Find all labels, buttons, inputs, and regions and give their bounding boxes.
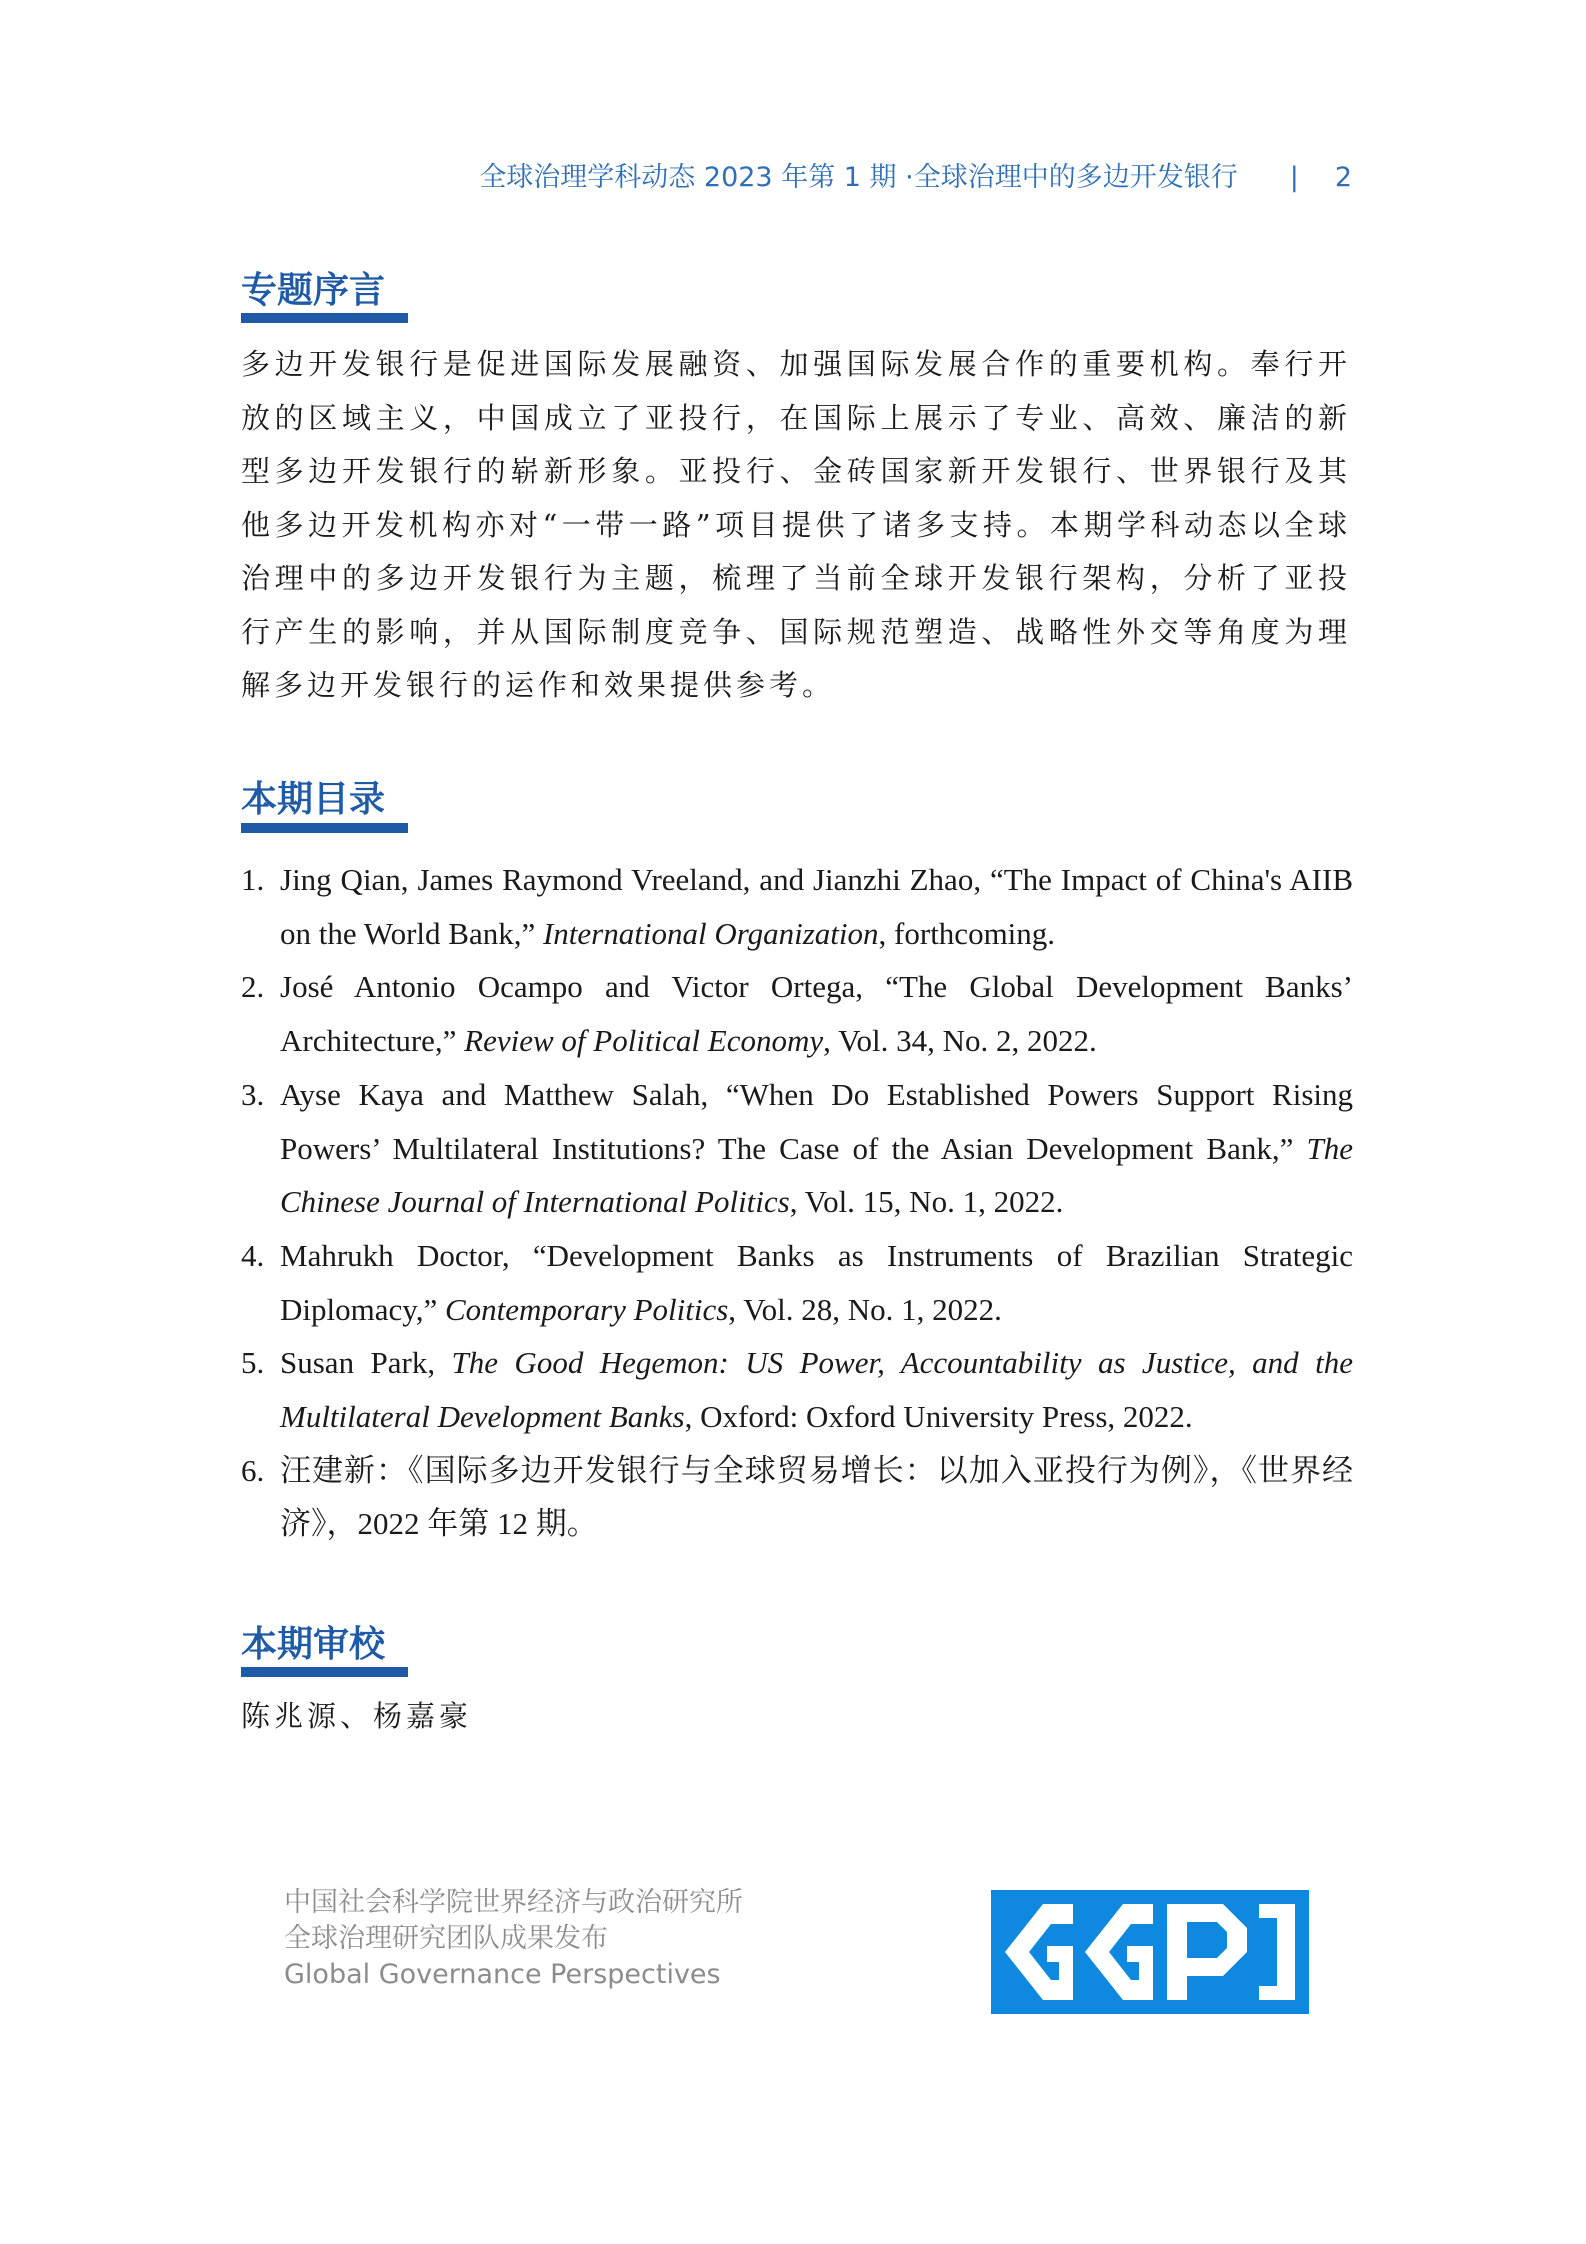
review-heading-underline: [241, 1667, 408, 1677]
running-header: [0, 155, 1352, 194]
toc-heading: 本期目录: [241, 779, 386, 820]
toc-list: [241, 853, 1353, 1551]
toc-item-text: José Antonio Ocampo and Victor Ortega, “The Global Development Banks’ Architecture,”: [280, 969, 1353, 1059]
toc-item: [241, 1336, 1353, 1443]
toc-item-details: , Vol. 28, No. 1, 2022.: [728, 1291, 1002, 1327]
toc-item: [241, 1444, 1353, 1551]
toc-item-number: 4.: [241, 1237, 265, 1273]
ggpi-logo: [991, 1890, 1309, 2014]
header-title: 全球治理学科动态 2023 年第 1 期 ·全球治理中的多边开发银行: [479, 162, 1238, 193]
toc-item-details: , Vol. 34, No. 2, 2022.: [823, 1023, 1097, 1059]
toc-item-text: Susan Park,: [280, 1345, 452, 1381]
review-heading: 本期审校: [241, 1624, 386, 1665]
publisher-line-english: Global Governance Perspectives: [284, 1959, 721, 1990]
toc-item-text: Ayse Kaya and Matthew Salah, “When Do Established Powers Support Rising Powers’ Multilateral Institutions? The Case of the Asian Development Bank,”: [280, 1076, 1353, 1166]
toc-item-text: Mahrukh Doctor, “Development Banks as Instruments of Brazilian Strategic Diplomacy,”: [280, 1237, 1353, 1327]
toc-item-text: Jing Qian, James Raymond Vreeland, and Jianzhi Zhao, “The Impact of China's AIIB on the World Bank,”: [280, 862, 1353, 951]
preface-heading-underline: [241, 313, 408, 323]
toc-item-text: 汪建新：《国际多边开发银行与全球贸易增长：以加入亚投行为例》，《世界经济》，2022 年第 12 期。: [280, 1452, 1353, 1542]
toc-item: [241, 1229, 1353, 1336]
publisher-line-team: 全球治理研究团队成果发布: [284, 1923, 608, 1954]
preface-heading: 专题序言: [241, 270, 386, 311]
toc-item-details: , forthcoming.: [878, 915, 1056, 951]
toc-item-details: , Oxford: Oxford University Press, 2022.: [684, 1399, 1193, 1435]
toc-item-journal: Review of Political Economy: [464, 1023, 824, 1059]
toc-item-number: 6.: [241, 1452, 265, 1488]
toc-item-number: 5.: [241, 1345, 265, 1381]
toc-item: [241, 1068, 1353, 1229]
toc-item-journal: The Chinese Journal of International Politics: [280, 1130, 1353, 1220]
publisher-line-institute: 中国社会科学院世界经济与政治研究所: [284, 1887, 743, 1918]
page-number: 2: [1334, 162, 1352, 193]
toc-item-number: 1.: [241, 862, 265, 897]
toc-item: [241, 960, 1353, 1067]
toc-item: [241, 853, 1353, 960]
header-separator: |: [1289, 162, 1299, 193]
publisher-block: [284, 1885, 743, 1993]
reviewer-names: 陈兆源、杨嘉豪: [241, 1699, 473, 1733]
toc-item-details: , Vol. 15, No. 1, 2022.: [789, 1184, 1064, 1220]
toc-item-number: 2.: [241, 969, 265, 1005]
logo-text: GGPI: [991, 1890, 994, 1891]
preface-body: 多边开发银行是促进国际发展融资、加强国际发展合作的重要机构。奉行开放的区域主义，中国成立了亚投行，在国际上展示了专业、高效、廉洁的新型多边开发银行的崭新形象。亚投行、金砖国家新开发银行、世界银行及其他多边开发机构亦对“一带一路”项目提供了诸多支持。本期学科动态以全球治理中的多边开发银行为主题，梳理了当前全球开发银行架构，分析了亚投行产生的影响，并从国际制度竞争、国际规范塑造、战略性外交等角度为理解多边开发银行的运作和效果提供参考。: [241, 347, 1351, 702]
toc-item-number: 3.: [241, 1076, 265, 1112]
toc-heading-underline: [241, 823, 408, 833]
toc-item-journal: International Organization: [542, 915, 879, 951]
toc-item-book-title: The Good Hegemon: US Power, Accountability as Justice, and the Multilateral Development Banks: [280, 1345, 1353, 1435]
toc-item-journal: Contemporary Politics: [445, 1291, 729, 1327]
